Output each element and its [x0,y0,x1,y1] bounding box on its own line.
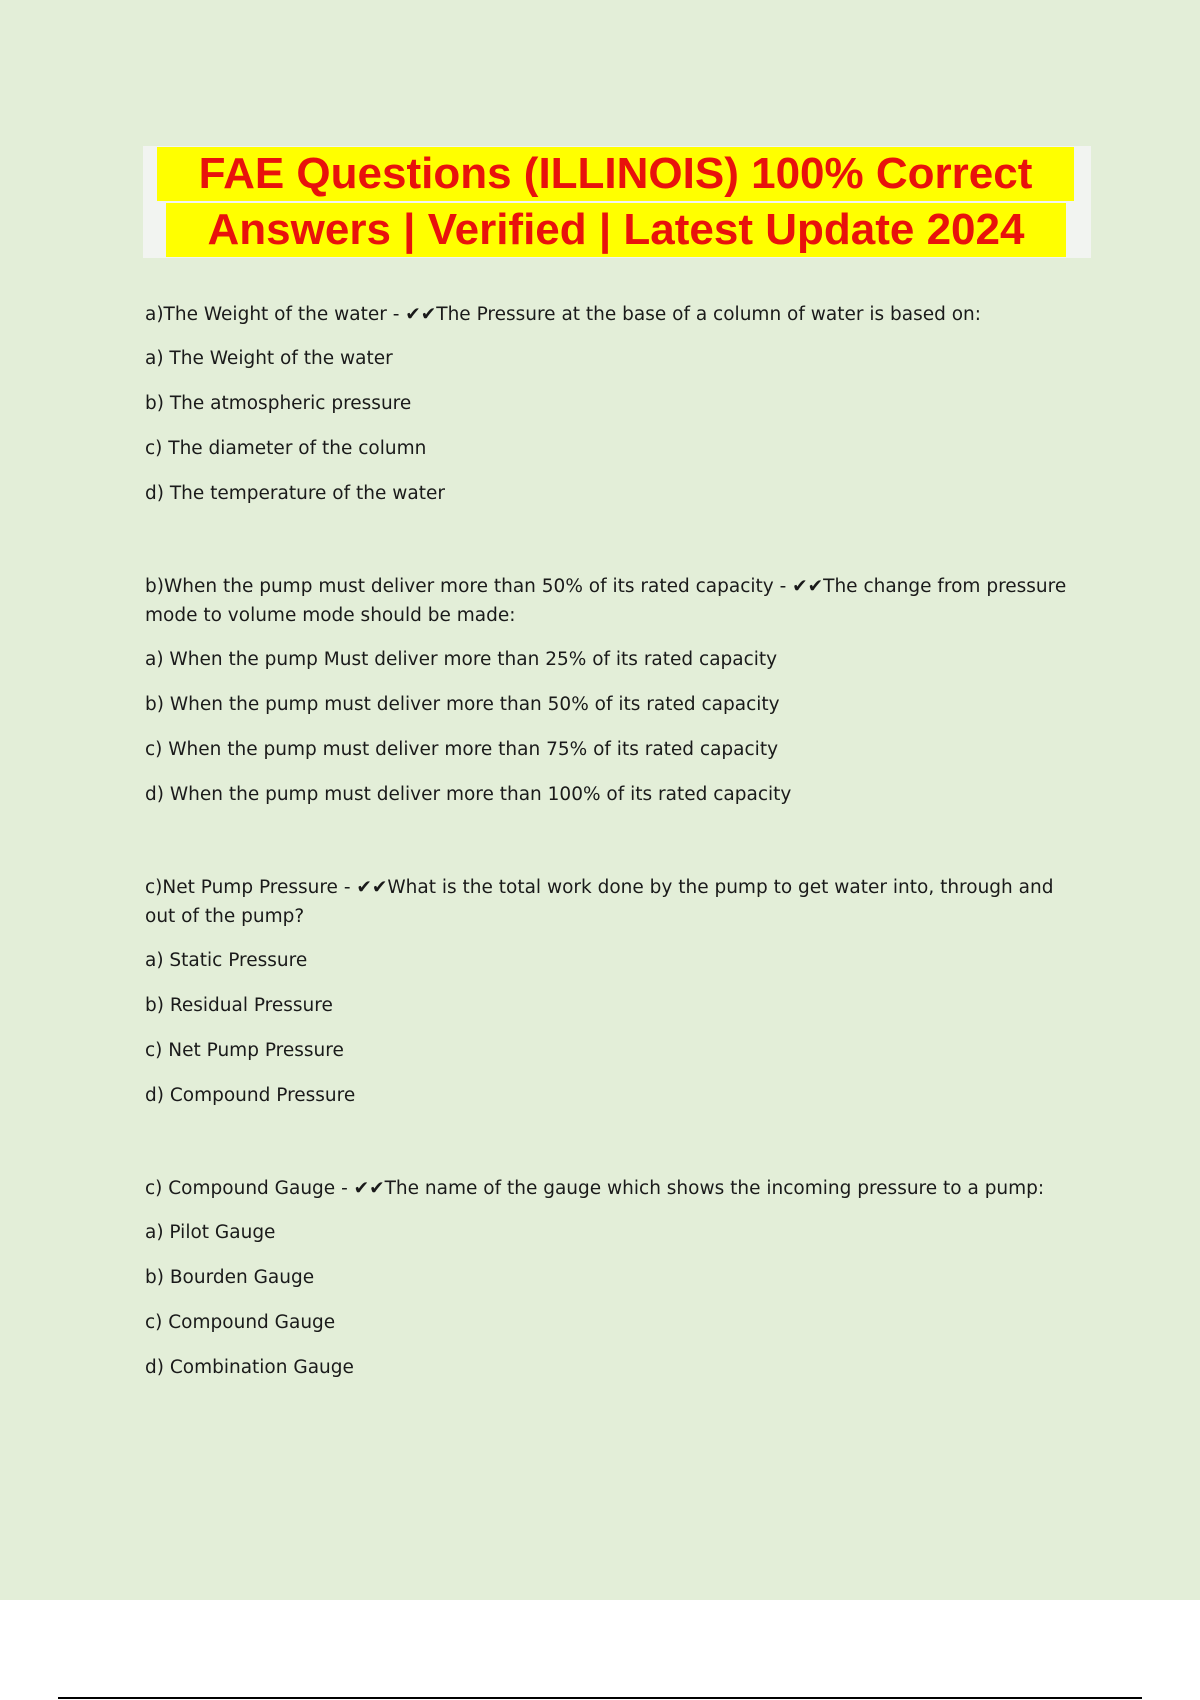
answer-option: b) When the pump must deliver more than 50% of its rated capacity [145,694,780,715]
answer-option: a) Static Pressure [145,950,308,971]
question-2 [145,572,1085,809]
answer-option: c) Compound Gauge [145,1312,336,1333]
question-1 [145,300,1085,508]
answer-option: c) The diameter of the column [145,438,427,459]
answer-option: a) The Weight of the water [145,348,393,369]
answer-option: b) The atmospheric pressure [145,393,412,414]
answer-option: d) The temperature of the water [145,483,445,504]
question-list [145,300,1085,1398]
answer-option: d) When the pump must deliver more than 100% of its rated capacity [145,784,792,805]
question-3 [145,873,1085,1110]
footer-divider [58,1697,1142,1699]
question-text: c)Net Pump Pressure - ✔✔What is the total work done by the pump to get water into, through and out of the pump? [145,877,1054,927]
document-title-line-2: Answers | Verified | Latest Update 2024 [166,203,1066,257]
question-4 [145,1174,1085,1382]
question-text: c) Compound Gauge - ✔✔The name of the gauge which shows the incoming pressure to a pump: [145,1178,1045,1199]
answer-option: a) Pilot Gauge [145,1222,276,1243]
answer-option: c) When the pump must deliver more than 75% of its rated capacity [145,739,779,760]
spacer [145,524,1085,572]
answer-option: b) Residual Pressure [145,995,333,1016]
spacer [145,825,1085,873]
question-text: a)The Weight of the water - ✔✔The Pressure at the base of a column of water is based on: [145,304,982,325]
answer-option: a) When the pump Must deliver more than 25% of its rated capacity [145,649,778,670]
answer-option: d) Combination Gauge [145,1357,354,1378]
spacer [145,1126,1085,1174]
answer-option: d) Compound Pressure [145,1085,356,1106]
document-title-line-1: FAE Questions (ILLINOIS) 100% Correct [157,147,1074,201]
question-text: b)When the pump must deliver more than 50% of its rated capacity - ✔✔The change from pressure mode to volume mode should be made: [145,576,1067,626]
answer-option: c) Net Pump Pressure [145,1040,344,1061]
answer-option: b) Bourden Gauge [145,1267,315,1288]
